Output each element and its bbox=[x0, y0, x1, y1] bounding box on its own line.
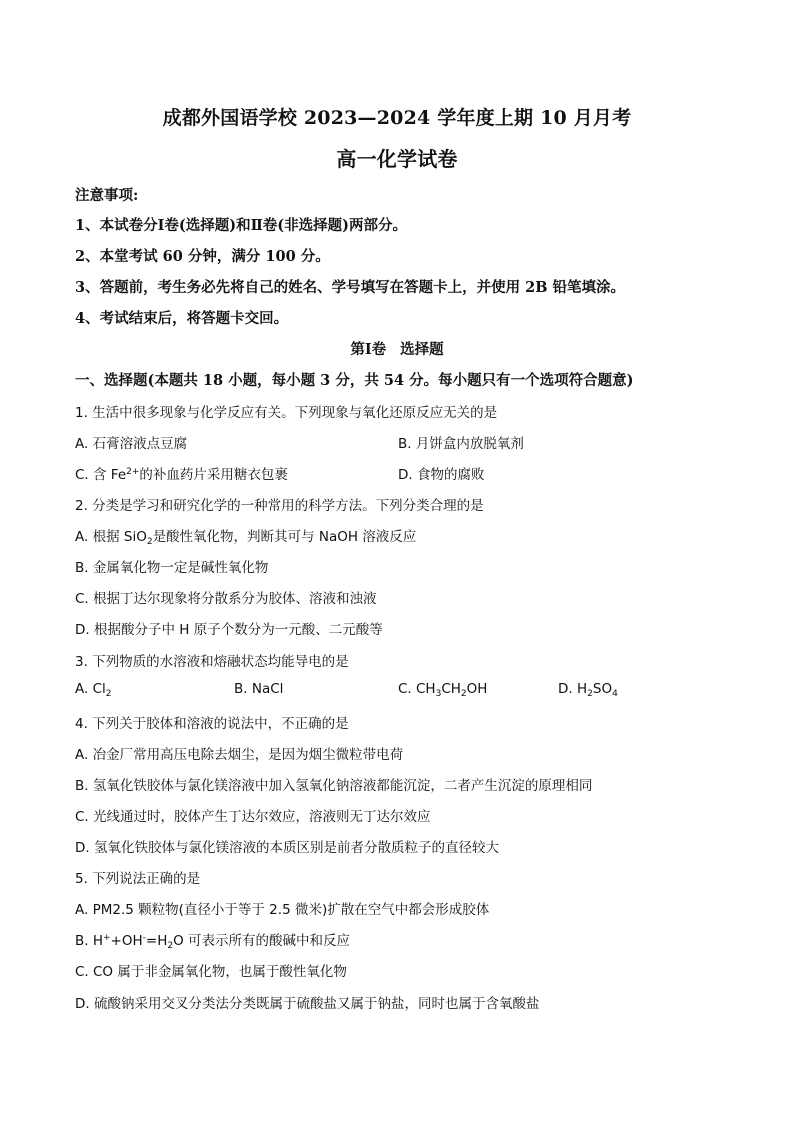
q5-stem: 5. 下列说法正确的是 bbox=[75, 871, 201, 887]
notice-item-4: 4、考试结束后，将答题卡交回。 bbox=[75, 310, 289, 327]
q4-option-d: D. 氢氧化铁胶体与氯化镁溶液的本质区别是前者分散质粒子的直径较大 bbox=[75, 840, 499, 856]
q3-option-d bbox=[558, 681, 618, 699]
q1-option-b: B. 月饼盒内放脱氧剂 bbox=[398, 436, 524, 452]
q3-c-pre: C. CH bbox=[398, 681, 436, 697]
q4-stem: 4. 下列关于胶体和溶液的说法中，不正确的是 bbox=[75, 716, 349, 732]
q5-b-mid: +OH bbox=[110, 933, 143, 949]
q3-option-b: B. NaCl bbox=[234, 681, 284, 697]
q4-option-b: B. 氢氧化铁胶体与氯化镁溶液中加入氢氧化钠溶液都能沉淀，二者产生沉淀的原理相同 bbox=[75, 778, 593, 794]
q3-c-sub2: 2 bbox=[460, 689, 467, 699]
q2-option-d: D. 根据酸分子中 H 原子个数分为一元酸、二元酸等 bbox=[75, 622, 383, 638]
q1-option-a: A. 石膏溶液点豆腐 bbox=[75, 436, 188, 452]
q3-stem: 3. 下列物质的水溶液和熔融状态均能导电的是 bbox=[75, 654, 349, 670]
q5-b-sup1: + bbox=[103, 933, 111, 943]
q5-option-b bbox=[75, 929, 350, 951]
q5-b-sub: 2 bbox=[167, 941, 174, 951]
q5-b-mid2: =H bbox=[145, 933, 168, 949]
q2-a-post: 是酸性氧化物，判断其可与 NaOH 溶液反应 bbox=[152, 529, 417, 545]
exam-subtitle: 高一化学试卷 bbox=[336, 147, 458, 171]
q2-option-c: C. 根据丁达尔现象将分散系分为胶体、溶液和浊液 bbox=[75, 591, 377, 607]
q1-option-d: D. 食物的腐败 bbox=[398, 467, 485, 483]
q3-a-pre: A. Cl bbox=[75, 681, 106, 697]
q1-option-c bbox=[75, 463, 288, 483]
q1-stem: 1. 生活中很多现象与化学反应有关。下列现象与氧化还原反应无关的是 bbox=[75, 405, 498, 421]
q5-option-d: D. 硫酸钠采用交叉分类法分类既属于硫酸盐又属于钠盐，同时也属于含氧酸盐 bbox=[75, 996, 540, 1012]
notice-item-1: 1、本试卷分Ⅰ卷(选择题)和Ⅱ卷(非选择题)两部分。 bbox=[75, 217, 408, 234]
notice-item-2: 2、本堂考试 60 分钟，满分 100 分。 bbox=[75, 248, 330, 265]
q5-b-post: O 可表示所有的酸碱中和反应 bbox=[173, 933, 351, 949]
q3-d-mid: SO bbox=[592, 681, 613, 697]
q5-option-c: C. CO 属于非金属氧化物，也属于酸性氧化物 bbox=[75, 964, 347, 980]
q3-c-sub1: 3 bbox=[435, 689, 442, 699]
q2-option-b: B. 金属氧化物一定是碱性氧化物 bbox=[75, 560, 269, 576]
q2-stem: 2. 分类是学习和研究化学的一种常用的科学方法。下列分类合理的是 bbox=[75, 498, 484, 514]
q2-a-sub: 2 bbox=[146, 537, 153, 547]
exam-title: 成都外国语学校 2023—2024 学年度上期 10 月月考 bbox=[162, 107, 632, 129]
q3-d-sub2: 4 bbox=[612, 689, 618, 699]
q2-a-pre: A. 根据 SiO bbox=[75, 529, 147, 545]
notice-heading: 注意事项: bbox=[75, 187, 139, 204]
section-heading: 一、选择题(本题共 18 小题，每小题 3 分，共 54 分。每小题只有一个选项符合题意) bbox=[75, 372, 634, 389]
q4-option-c: C. 光线通过时，胶体产生丁达尔效应，溶液则无丁达尔效应 bbox=[75, 809, 431, 825]
section-title-left: 第Ⅰ卷 bbox=[350, 341, 387, 358]
q5-option-a: A. PM2.5 颗粒物(直径小于等于 2.5 微米)扩散在空气中都会形成胶体 bbox=[75, 902, 490, 918]
section-title-right: 选择题 bbox=[400, 341, 444, 358]
q2-option-a bbox=[75, 525, 416, 547]
q1-c-sup: 2+ bbox=[126, 467, 140, 477]
q1-c-post: 的补血药片采用糖衣包裹 bbox=[139, 467, 288, 483]
q5-b-pre: B. H bbox=[75, 933, 103, 949]
notice-item-3: 3、答题前，考生务必先将自己的姓名、学号填写在答题卡上，并使用 2B 铅笔填涂。 bbox=[75, 279, 626, 296]
q3-c-mid: CH bbox=[441, 681, 461, 697]
q3-option-c bbox=[398, 681, 487, 699]
section-title bbox=[0, 338, 794, 359]
q4-option-a: A. 冶金厂常用高压电除去烟尘，是因为烟尘微粒带电荷 bbox=[75, 747, 404, 763]
q3-option-a bbox=[75, 681, 112, 699]
q3-d-sub1: 2 bbox=[587, 689, 593, 699]
q3-d-pre: D. H bbox=[558, 681, 588, 697]
q3-a-sub: 2 bbox=[105, 689, 112, 699]
q1-c-pre: C. 含 Fe bbox=[75, 467, 127, 483]
q5-b-sup2: - bbox=[142, 933, 146, 943]
q3-c-post: OH bbox=[466, 681, 488, 697]
